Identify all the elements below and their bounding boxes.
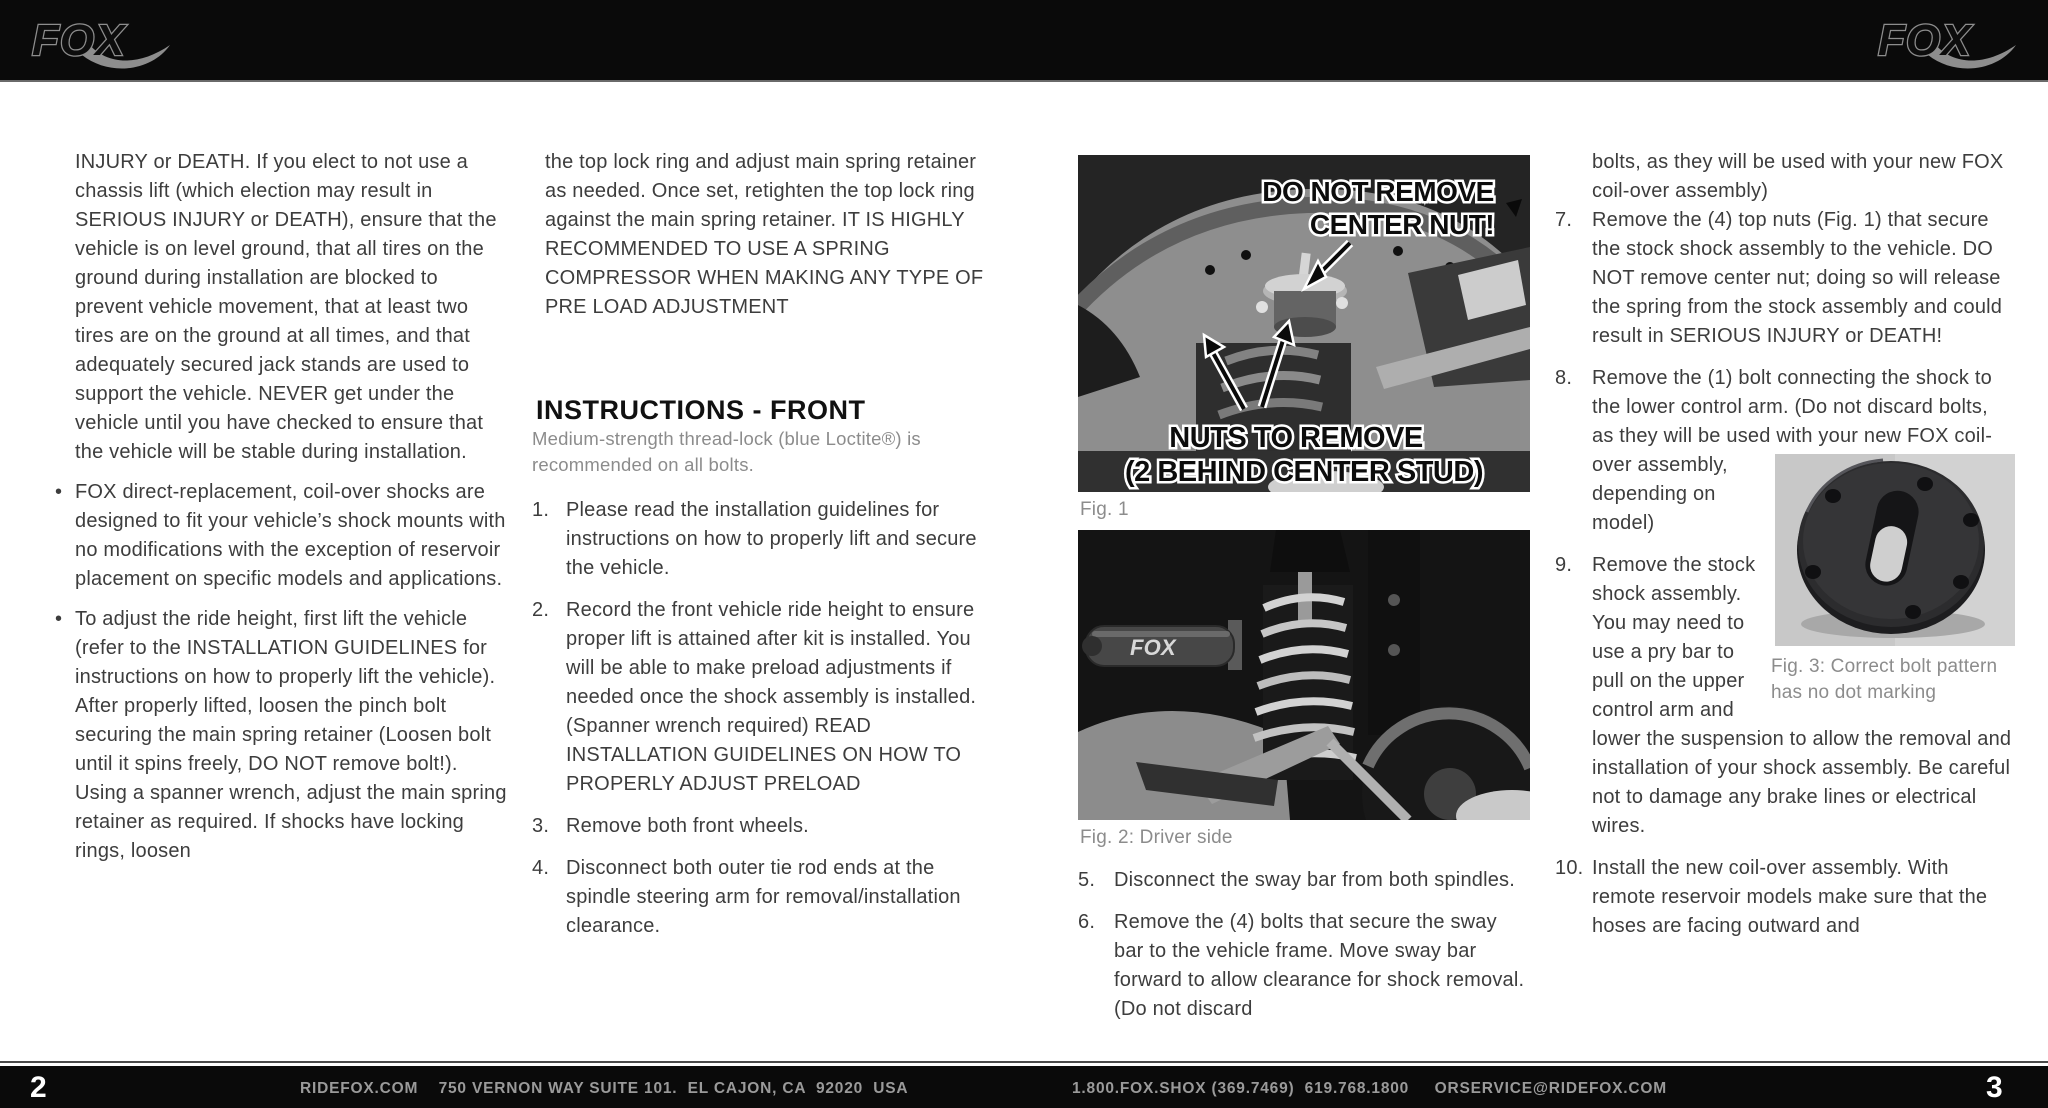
bullet-text: To adjust the ride height, first lift the vehicle (refer to the INSTALLATION GUIDELINES for instructions on how to properly lift the vehicle). After properly lifted, loosen the pinch bolt securing the main spring retainer (Loosen bolt until it spins freely, DO NOT remove bolt!). Using a spanner wrench, adjust the main spring retainer as required. If shocks have locking rings, loosen bbox=[75, 608, 507, 862]
step-text: Disconnect the sway bar from both spindles. bbox=[1114, 869, 1516, 891]
footer-hairline bbox=[0, 1061, 2048, 1063]
step-3 bbox=[532, 812, 1002, 841]
fig1-overlay-bottom-1: NUTS TO REMOVE bbox=[1169, 422, 1423, 454]
column-2 bbox=[532, 148, 1002, 954]
step-number: 5. bbox=[1078, 869, 1096, 891]
step-text: Install the new coil-over assembly. With remote reservoir models make sure that the hoses are facing outward and bbox=[1592, 857, 1988, 937]
page-number-right: 3 bbox=[1986, 1071, 2003, 1104]
bullet-marker: • bbox=[55, 481, 63, 503]
continuation-paragraph: bolts, as they will be used with your new FOX coil-over assembly) bbox=[1592, 151, 2004, 202]
step-number: 9. bbox=[1555, 554, 1573, 576]
figure-2 bbox=[1078, 530, 1532, 850]
step-text: with your new FOX coil-over assembly, depending on model) bbox=[1592, 425, 1993, 534]
front-steps-list bbox=[532, 496, 1002, 941]
step-6 bbox=[1078, 908, 1532, 1024]
page-number-left: 2 bbox=[30, 1071, 47, 1104]
step-1 bbox=[532, 496, 1002, 583]
step-number: 10. bbox=[1555, 857, 1584, 879]
fox-logo-text: FOX bbox=[1878, 16, 1972, 65]
step-5 bbox=[1078, 866, 1532, 895]
step-number: 3. bbox=[532, 815, 550, 837]
step-10 bbox=[1555, 854, 2015, 941]
fox-logo-right bbox=[1872, 9, 2022, 71]
fig2-caption: Fig. 2: Driver side bbox=[1080, 827, 1233, 848]
header-bar bbox=[0, 0, 2048, 82]
step-9 bbox=[1555, 551, 2015, 841]
fig1-overlay-top-2: CENTER NUT! bbox=[1309, 209, 1495, 240]
fox-logo-text: FOX bbox=[32, 16, 126, 65]
fig2-photo-coilover bbox=[1078, 530, 1530, 820]
column-3 bbox=[1078, 155, 1532, 1037]
column-1 bbox=[55, 148, 507, 866]
warning-continuation-paragraph: INJURY or DEATH. If you elect to not use a chassis lift (which election may result in SERIOUS INJURY or DEATH), ensure that the vehicle is on level ground, that all tires on the ground during installation are blocked to prevent vehicle movement, that at least two tires are on the ground at all times, and that adequately secured jack stands are used to support the vehicle. NEVER get under the vehicle until you have checked to ensure that the vehicle will be stable during installation. bbox=[75, 151, 497, 463]
fox-logo-left bbox=[26, 9, 176, 71]
thread-lock-note: Medium-strength thread-lock (blue Loctite®) is recommended on all bolts. bbox=[532, 428, 921, 475]
bullet-item bbox=[55, 478, 507, 594]
bullet-item bbox=[55, 605, 507, 866]
step-text: Please read the installation guidelines for instructions on how to properly lift and secure the vehicle. bbox=[566, 499, 977, 579]
fig1-overlay-top-1: DO NOT REMOVE bbox=[1262, 176, 1494, 207]
fig1-photo-wheel-well bbox=[1078, 155, 1530, 492]
fig1-overlay-bottom-2: (2 BEHIND CENTER STUD) bbox=[1125, 456, 1483, 488]
step-text: Disconnect both outer tie rod ends at the spindle steering arm for removal/installation clearance. bbox=[566, 857, 961, 937]
step-number: 7. bbox=[1555, 209, 1573, 231]
steps-5-6 bbox=[1078, 866, 1532, 1024]
step-4 bbox=[532, 854, 1002, 941]
step-number: 8. bbox=[1555, 367, 1573, 389]
step-number: 4. bbox=[532, 857, 550, 879]
step-number: 6. bbox=[1078, 911, 1096, 933]
step-text: Remove the (4) bolts that secure the sway bar to the vehicle frame. Move sway bar forward to allow clearance for shock removal. (Do not discard bbox=[1114, 911, 1525, 1020]
step-text: Record the front vehicle ride height to ensure proper lift is attained after kit is installed. You will be able to make preload adjustments if needed once the shock assembly is installed. (Spanner wrench required) READ INSTALLATION GUIDELINES ON HOW TO PROPERLY ADJUST PRELOAD bbox=[566, 599, 977, 795]
continuation-paragraph: the top lock ring and adjust main spring retainer as needed. Once set, retighten the top lock ring against the main spring retainer. IT IS HIGHLY RECOMMENDED TO USE A SPRING COMPRESSOR WHEN MAKING ANY TYPE OF PRE LOAD ADJUSTMENT bbox=[545, 151, 984, 318]
column-4 bbox=[1555, 148, 2015, 954]
step-text: Remove the stock shock assembly. You may need to use a pry bar to pull on the upper control arm and lower the suspension to allow the removal and installation of your shock assembly. Be careful not to damage any brake lines or electrical wires. bbox=[1592, 554, 2012, 837]
fig1-caption: Fig. 1 bbox=[1080, 499, 1129, 520]
step-number: 1. bbox=[532, 499, 550, 521]
section-heading: INSTRUCTIONS - FRONT bbox=[536, 395, 866, 425]
step-text: Remove the (1) bolt connecting the shock to the lower control arm. (Do not discard bolts, as they will be used bbox=[1592, 367, 1992, 447]
step-2 bbox=[532, 596, 1002, 799]
step-text: Remove both front wheels. bbox=[566, 815, 809, 837]
figure-1 bbox=[1078, 155, 1532, 522]
bullet-text: FOX direct-replacement, coil-over shocks are designed to fit your vehicle’s shock mounts with no modifications with the exception of reservoir placement on specific models and applications. bbox=[75, 481, 506, 590]
footer-address: RIDEFOX.COM 750 VERNON WAY SUITE 101. EL CAJON, CA 92020 USA bbox=[300, 1080, 909, 1097]
step-7 bbox=[1555, 206, 2015, 351]
bullet-marker: • bbox=[55, 608, 63, 630]
fig3-caption: Fig. 3: Correct bolt pattern has no dot marking bbox=[1771, 656, 1998, 703]
step-number: 2. bbox=[532, 599, 550, 621]
footer-contact: 1.800.FOX.SHOX (369.7469) 619.768.1800 ORSERVICE@RIDEFOX.COM bbox=[1072, 1080, 1667, 1097]
step-text: Remove the (4) top nuts (Fig. 1) that secure the stock shock assembly to the vehicle. DO NOT remove center nut; doing so will release the spring from the stock assembly and could result in SERIOUS INJURY or DEATH! bbox=[1592, 209, 2003, 347]
fig2-shock-brand-label: FOX bbox=[1130, 635, 1176, 660]
